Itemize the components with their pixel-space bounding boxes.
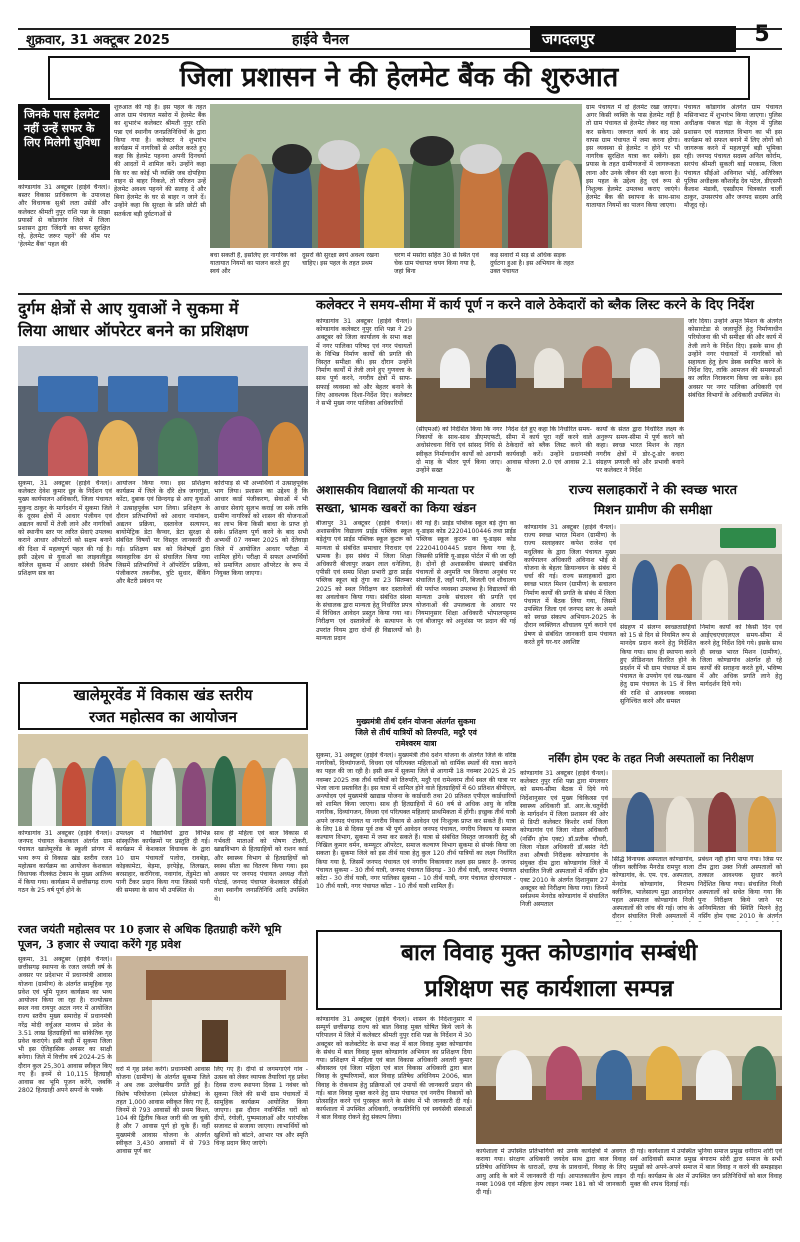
rajya-col2: संग्रहण में संलग्न स्वच्छताग्रहियों को 15 से दिन से नियमित रूप से मानदेय प्रदान करने हेतु निर्देशित किया गया। साथ ही स्थापना करने हुए प्रीडिशनल वितरित होने के प्रदर्शन में भी ग्राम पंचायत में ग्राम पंचायत के उपयोग एवं रख-रखाव हेतु ग्राम पंचायत के 15 वें वित्त की राशि से आवश्यक व्यवस्था सुनिश्चित करने और समस्त [620, 624, 696, 705]
khalemure-headline-1: खालेमूरवेंड में विकास खंड स्तरीय [73, 686, 253, 704]
nursing-photo-inspection [612, 770, 782, 852]
header-paper-name: हाईवे चैनल [292, 32, 349, 48]
lead-headline: जिला प्रशासन ने की हेलमेट बैंक की शुरुआत [179, 62, 619, 93]
collector-col1: कोण्डागांव 31 अक्टूबर (हाईवे चैनल)। कोण्डागांव कलेक्टर नुपुर राशि पन्ना ने 29 अक्टूबर को जिला कार्यालय के सभा कक्ष में नगर पालिका परिषद एवं नगर पंचायतों के विभिन्न निर्माण कार्यों की प्रगति की विस्तृत समीक्षा की। इस दौरान उन्होंने निर्माण कार्यों में तेजी लाने हुए गुणवत्ता के साथ पूर्ण करने, नगरीय क्षेत्रों में साफ-सफाई व्यवस्था को और बेहतर बनाने के लिए आवश्यक दिशा-निर्देश दिए। कलेक्टर ने सभी मुख्य नगर पालिका अधिकारियों [316, 318, 412, 408]
sukma-headline-1: दुर्गम क्षेत्रों से आए युवाओं ने सुकमा में [18, 299, 239, 318]
collector-col5: जोर दिया। उन्होंने अमृत मिशन के अंतर्गत कोसारटेडा से जलापूर्ति हेतु निर्माणाधीन परियोजना की भी समीक्षा की और कार्य में तेजी लाने के निर्देश दिए। इसके साथ ही उन्होंने नगर पंचायतों में नागरिकों को सहायता हेतु हेल्प डेस्क स्थापित करने के निर्देश दिए, ताकि आमजन की समस्याओं का त्वरित निराकरण किया जा सके। इस अवसर पर नगर पालिका अधिकारी एवं संबंधित विभागों के अधिकारी उपस्थित थे। [688, 318, 782, 399]
nursing-col3: प्रबंधन नहीं होना पाया गया। जिस पर टीम द्वारा उक्त निजी अस्पतालों को तत्काल आवश्यक सुधार करने निर्देशित किया गया। संचालित निजी अस्पतालों को सचेत किया गया कि पुनः निरीक्षण किये जाने पर अनियमितता की स्थिति मिलने हेतु नर्सिंग होम एक्ट 2010 के अंतर्गत [698, 856, 782, 921]
sukma-col2: आयोजन किया गया। इस प्रशिक्षण कार्यक्रम में जिले के दौरे क्षेत्र जगरगुंडा, कोंटा, दुबाक एवं छिन्दगढ़ से आए युवाओं ने उत्साहपूर्वक भाग लिया। प्रशिक्षण के दौरान प्रतिभागियों को आधार नामांकन, अद्यतन प्रक्रिया, दस्तावेज सत्यापन, बायोमेट्रिक डेटा कैप्चर, डेटा सुरक्षा से संबंधित विषयों पर विस्तृत जानकारी दी गई। प्रशिक्षण सत्र को विशेषज्ञों द्वारा व्यावहारिक ढंग से संचालित किया गया जिसमें प्रतिभागियों ने ऑपरेटिंग प्रक्रिया, पंजीकरण तकनीक, त्रुटि सुधार, बैंकिंग और बैटरी प्रबंधन पर [116, 480, 210, 586]
khalemure-headline-2: रजत महोत्सव का आयोजन [89, 708, 237, 726]
balvivah-headline-1: बाल विवाह मुक्त कोण्डागांव सम्बंधी [400, 939, 698, 966]
collector-headline: कलेक्टर ने समय-सीमा में कार्य पूर्ण न करने वाले ठेकेदारों को ब्लैक लिस्ट करने के दिए निर्देश [316, 298, 754, 313]
rajat-headline: रजत जयंती महोत्सव पर 10 हजार से अधिक हितग्राही करेंगे भूमि पूजन, 3 हजार से ज्यादा करेंगे गृह प्रवेश [18, 923, 282, 951]
ramesh-headline-1: मुख्यमंत्री तीर्थ दर्शन योजना अंतर्गत सुकमा [356, 717, 476, 726]
ashaskiya-col2: की गई है। प्राईड पब्लिक स्कूल बड़े तुंगा का यू-डाइस कोड 22204100446 तथा प्राईड पब्लिक स्कूल कुटरू का यू-डाइस कोड 22204100445 प्रदान किया गया है, जिसकी प्रविष्टि यू-डाइस पोर्टल में की जा रही है। दोनों ही अशासकीय संस्थाएं संबंधित पंचायतों से अनुमति पत्र किराया अनुबंध पर संचालित हैं, जहाँ पानी, बिजली एवं शौचालय की पर्याप्त व्यवस्था उपलब्ध है। विद्यालयों की मान्यता उनके संचालन की प्रगति एवं योजनाओं की उपलब्धता के आधार पर नियमानुसार शिक्षा अधिकारी भोपालपट्टनम एवं बीजापुर को अनुशंसा पर प्रदान की गई है। [416, 520, 516, 634]
rajya-col3: निर्माण कार्यों को किसी दिन एवं आईएचएचएलएल समय-सीमा में करने हेतु निर्देश दिये गये। इसके साथ ही स्वच्छ भारत मिशन (ग्रामीण), जिला कोण्डागांव अंतर्गत हो रहे कार्यों की सराहना करते हुये, भविष्य में और अधिक प्रगति लाने हेतु मार्गदर्शन दिये गये। [700, 624, 782, 689]
lead-col5: पंचायत कोंडागांव अंतर्गत ग्राम पंचायत मसिनाभाट में शुभारंभ किया जाएगा। पुलिस अधीक्षक पंकज चंद्रा के नेतृत्व में पुलिस प्रशासन एवं यातायात विभाग का भी इस कार्यक्रम को सफल बनाने में लिए लोगों को जागरूक करने में महत्वपूर्ण बड़ी भूमिका रही। जनपद पंचायत सदस्य अनिल कोर्राम, सरपंच श्रीमती सुकली बाई मरकाम, जिला पंचायत सीईओ अविनाश भोई, अतिरिक्त पुलिस अधीक्षक कौशलेंद्र देव पटेल, डीएसपी कैलाश मंडावी, एसडीएम चित्रकांत चार्ली ठाकुर, उपसरपंच और जनपद सदस्य आदि मौजूद रहे। [684, 104, 782, 210]
balvivah-headline-box [316, 930, 782, 1010]
header-city: जगदलपुर [530, 26, 736, 52]
sukma-col1: सुकमा, 31 अक्टूबर (हाईवे चैनल)। कलेक्टर देवेश कुमार ध्रुव के निर्देशन एवं मुख्य कार्यपालन अधिकारी, जिला पंचायत मुकुन्द ठाकुर के मार्गदर्शन में सुकमा जिले के दूरस्थ क्षेत्रों में आधार पंजीयन एवं अद्यतन कार्यों में तेजी लाने और नागरिकों को स्थानीय स्तर पर त्वरित सेवाएं उपलब्ध कराने आधार ऑपरेटरों को सक्षम बनाने की दिशा में महत्वपूर्ण पहल की गई है। इसी उद्देश्य से युवाओं का लाइवलीहुड कॉलेज सुकमा में आधार संबंधी विशेष प्रशिक्षण सत्र का [18, 480, 112, 578]
rajat-photo-house [116, 956, 308, 1062]
lead-caption1: बचा सकती है, इसलिए हर नागरिक को यातायात नियमों का पालन करते हुए स्वयं और [210, 252, 297, 276]
balvivah-headline-2: प्रशिक्षण सह कार्यशाला सम्पन्न [424, 975, 674, 1002]
khalemure-headline-box [18, 682, 308, 730]
rajat-col2: घरों में गृह प्रवेश करेंगे। प्रधानमंत्री आवास योजना (ग्रामीण) के अंतर्गत सुकमा जिले ने अब तक उल्लेखनीय प्रगति हुई है। विशेष परियोजना (स्पेशल प्रोजेक्ट) के तहत 1,000 आवास स्वीकृत किए गए हैं, जिनमें से 793 आवासों की प्रथम किश्त, 104 की द्वितीय किश्त जारी की जा चुकी है और 7 आवास पूर्ण हो चुके हैं। वहीं मुख्यमंत्री आवास योजना के अंतर्गत स्वीकृत 3,430 आवासों में से 793 आवास पूर्ण कर [116, 1066, 210, 1156]
rajat-col3: लिए गए हैं। दीपों से जगमगाएंगे गांव - उत्सव को लेकर व्यापक तैयारियां गृह प्रवेश दिवस राज्य स्थापना दिवस 1 नवंबर को सुकमा जिले की सभी ग्राम पंचायतों में सामूहिक कार्यक्रम आयोजित किया जाएगा। इस दौरान नवनिर्मित घरों को दीपों, रंगोली, पुष्पमालाओं और पारंपरिक सजावट से सजाया जाएगा। लाभार्थियों को खुशियों को बांटने, आभार पत्र और स्मृति चिन्ह प्रदान किए जाएंगे। [214, 1066, 308, 1147]
rajya-col1: कोण्डागांव 31 अक्टूबर (हाईवे चैनल)। राज्य स्वच्छ भारत मिशन (ग्रामीण) के राज्य सलाहकार कपेश राजेश एवं मधुलिका के द्वारा जिला पंचायत मुख्य कार्यपालन अधिकारी अविनाश भोई से योजना के बेहतर क्रियान्वयन के संबंध में चर्चा की गई। राज्य सलाहकारों द्वारा स्वच्छ भारत मिशन (ग्रामीण) के सचालन निर्माण कार्यों की प्रगति के संबंध में जिला पंचायत में बैठक लिया गया, जिसमें उपस्थित जिला एवं जनपद स्तर के अमले को स्वच्छ संकल्प अभियान-2025 के दौरान व्यक्तिगत शौचालय पूर्ण कराने एवं प्रेषण से संबंधित जानकारी ग्राम पंचायत करते हुये घर-घर अवशिष्ट [524, 524, 616, 646]
ashaskiya-headline-2: सख्ता, भ्रामक खबरों का किया खंडन [316, 501, 477, 515]
lead-caption4: कड़ सवारों में सड़ से अधिक सड़क दुर्घटना हुआ है। इस अभियान के तहत उक्त पंचायत [490, 252, 574, 276]
collector-col4: कार्यों के संतत द्वारा निर्धारित लक्ष्य के अनुरूप समय-सीमा में पूर्ण करने को कहा। स्वच्छ भारत मिशन के तहत नगरीय क्षेत्रों में डोर-टू-डोर कचरा संग्रहण प्रणाली को और प्रभावी बनाने पर कलेक्टर ने निर्देश [596, 426, 684, 475]
lead-col1: कोण्डागांव 31 अक्टूबर (हाईवे चैनल)। बस्तर विकास प्राधिकरण के उपाध्यक्ष और विधायक सुश्री लता उसेंडी और कलेक्टर श्रीमती नुपुर राशि पन्ना के साझा प्रयासों से कोंडागांव जिले में जिला प्रशासन द्वारा 'जिंदगी का सफर सुरक्षित रहे, हेलमेट जरूर पहनें' की थीम पर 'हेलमेट बैंक' पहल की [18, 184, 110, 249]
collector-photo-meeting [416, 318, 684, 422]
collector-col2: (सीएमओ) को निर्देशित किया कि नगर निकायों के साथ-साथ डीएमएफटी, अधोसंरचना विधि एवं सांसद निधि से स्वीकृत निर्माणाधीन कार्यों को आगामी दो माह के भीतर पूर्ण किया जाए। उन्होंने सख्त [416, 426, 502, 475]
header-page-number: 5 [754, 22, 770, 47]
balvivah-col2: कार्यशाला में उपस्थित प्रतिभागियों को उनके कार्यक्षेत्रों में अवगत कराया गया। संरक्षण अधिकारी जयदेव साथ द्वारा बाल विवाह प्रतिषेध अधिनियम के धाराओं, दण्ड के प्रावधानों, विवाह के लिए आयु आदि के बारे में जानकारी दी गई। आपातकालीन हेल्प लाइन नम्बर 1098 एवं महिला हेल्प लाइन नम्बर 181 को भी जानकारी दी गई। [476, 1148, 626, 1197]
sukma-col3: कोरोपाड़ से भी अभ्यर्थियों ने उत्साहपूर्वक भाग लिया। प्रशासन का उद्देश्य है कि आधार कार्ड पंजीकरण, सेवाओं में भी आधार सेवाएं सुलभ कराई जा सकें ताकि ग्रामीण नागरिकों को शासन की योजनाओं का लाभ बिना किसी बाधा के प्राप्त हो सके। प्रशिक्षण पूर्ण करने के बाद सभी अभ्यर्थी 07 नवम्बर 2025 को देंतेवाड़ा जिले में आयोजित आधार परीक्षा में शामिल होंगे। परीक्षा में सफल अभ्यर्थियों को प्रमाणित आधार ऑपरेटर के रूप में नियुक्त किया जाएगा। [214, 480, 308, 578]
ashaskiya-col1: बीजापुर 31 अक्टूबर (हाईवे चैनल)। अशासकीय विद्यालय प्राईड पब्लिक स्कूल बड़ेतुंगा एवं प्राईड पब्लिक स्कूल कुटरू को मान्यता से संबंधित समाचार निराधार एवं भ्रामक है। इस संबंध में जिला शिक्षा अधिकारी बीजापुर लखन लाल धनेलिया, एपीसी एवं समग्र शिक्षा प्रभारी द्वारा प्राईड पब्लिक स्कूल बड़े तुंगा का 23 सितम्बर 2025 को स्थल निरीक्षण कर दस्तावेजों का अवलोकन किया गया। संबंधित संस्था के संचालक द्वारा मान्यता हेतु निर्धारित प्रपत्र में विधिवत आवेदन प्रस्तुत किया गया था। निरीक्षण एवं दस्तावेजों के सत्यापन के उपरांत नियम द्वारा दोनों ही विद्यालयों को मान्यता प्रदान [316, 520, 412, 642]
khalemure-photo-event [18, 734, 308, 826]
ramesh-body: सुकमा, 31 अक्टूबर (हाईवे चैनल)। मुख्यमंत्री तीर्थ दर्शन योजना के अंतर्गत जिले के वरिष्ठ नागरिकों, दिव्यांगजनों, विधवा एवं परित्यक्त महिलाओं को धार्मिक स्थलों की यात्रा कराने का पहल की जा रही है। इसी क्रम में सुकमा जिले से आगामी 18 नवम्बर 2025 से 25 नवम्बर 2025 तक तीर्थ यात्रियों को तिरुपति, मदुरै एवं रामेश्वरम तीर्थ स्थल की यात्रा पर भेजा जाना प्रस्तावित है। इस यात्रा में शामिल होने वाले हितग्राहियों में 60 प्रतिशत बीपीएल, अन्त्योदय एवं मुख्यमंत्री खाद्यान्न योजना के कार्डधारी तथा 20 प्रतिशत एपीएल कार्डधारियों को शामिल किया जाएगा। साथ ही हितग्राहियों में 60 वर्ष से अधिक आयु के वरिष्ठ नागरिक, दिव्यांगजन, विधवा एवं परित्यक्त महिलाएं प्राथमिकता में होंगी। इच्छुक तीर्थ यात्री अपने जनपद पंचायत या नगरीय निकाय से आवेदन एवं निःशुल्क प्राप्त कर सकते हैं। यात्रा के लिए 18 से दिवस पूर्व तक भी पूर्ण आवेदन जनपद पंचायत, नगरीय निकाय या समाज कल्याण विभाग, सुकमा में जमा कर सकते हैं। यात्रा से संबंधित विस्तृत जानकारी हेतु श्री निखिल कुमार वर्मन, कम्प्यूटर ऑपरेटर, समाज कल्याण विभाग सुकमा से संपर्क किया जा सकता है। सुकमा जिले को इस तीर्थ यात्रा हेतु कुल 120 तीर्थ यात्रियों का लक्ष्य निर्धारित किया गया है, जिसमें जनपद पंचायत एवं नगरीय निकायवार लक्ष्य इस प्रकार है- जनपद पंचायत सुकमा - 30 तीर्थ यात्री, जनपद पंचायत छिंदगढ़ - 30 तीर्थ यात्री, जनपद पंचायत कोंटा - 30 तीर्थ यात्री, नगर पालिका सुकमा - 10 तीर्थ यात्री, नगर पंचायत दोरनापाल - 10 तीर्थ यात्री, नगर पंचायत कोंटा - 10 तीर्थ यात्री शामिल हैं। [316, 752, 516, 891]
rajat-col1: सुकमा, 31 अक्टूबर (हाईवे चैनल)। छत्तीसगढ़ स्थापना के रजत जयंती वर्ष के अवसर पर प्रदेशभर में प्रधानमंत्री आवास योजना (ग्रामीण) के अंतर्गत सामूहिक गृह प्रवेश एवं भूमि पूजन कार्यक्रम का भव्य आयोजन किया जा रहा है। राज्योत्सव स्थल नवा रायपुर अटल नगर में आयोजित राज्य स्तरीय मुख्य समारोह में प्रधानमंत्री नरेंद्र मोदी वर्चुअल माध्यम से प्रदेश के 3.51 लाख हितग्राहियों का सांकेतिक गृह प्रवेश कराएंगे। इसी कड़ी में सुकमा जिला भी इस ऐतिहासिक अवसर का साक्षी बनेगा। जिले में वित्तीय वर्ष 2024-25 के दौरान कुल 25,301 आवास स्वीकृत किए गए हैं। इनमें से 10,115 हितग्राही आवास का भूमि पूजन करेंगे, जबकि 2802 हितग्राही अपने सपनों के पक्के [18, 956, 112, 1095]
balvivah-photo-workshop [476, 1016, 782, 1144]
balvivah-col1: कोण्डागांव 31 अक्टूबर (हाईवे चैनल)। शासन के निर्देशानुसार में सम्पूर्ण छत्तीसगढ़ राज्य को बाल विवाह मुक्त घोषित किये जाने के परिपालन में जिले में कलेक्टर श्रीमती नुपुर राशि पन्ना के निर्देशन में 30 अक्टूबर को कलेक्टोरेट के सभा कक्ष में बाल विवाह मुक्त कोण्डागांव के संबंध में बाल विवाह मुक्त कोण्डागांव अभियान का प्रशिक्षण दिया गया। प्रशिक्षण में महिला एवं बाल विकास अधिकारी अवतरी कुमार श्रीवास्तव एवं जिला महिला एवं बाल विकास अधिकारी द्वारा बाल विवाह के दुष्परिणामों, बाल विवाह प्रतिषेध अधिनियम 2006, बाल विवाह के रोकथाम हेतु प्रक्रियाओं एवं उपायों की जानकारी प्रदान की गई। बाल विवाह मुक्त करने हेतु ग्राम पंचायत एवं नगरीय निकायों को प्रोत्साहित करने एवं पुरस्कृत करने के संबंध में भी जानकारी दी गई। कार्यशाला में उपस्थित अधिकारी, जनप्रतिनिधि एवं स्वयंसेवी संस्थाओं ने बाल विवाह रोकने हेतु संकल्प लिया। [316, 1016, 472, 1122]
rajya-photo-meeting [620, 524, 782, 620]
khalemure-col1: कोण्डागांव 31 अक्टूबर (हाईवे चैनल)। जनपद पंचायत केशकाल अंतर्गत ग्राम पंचायत खालेमूरवेंड के स्कूली प्रांगण में भव्य रूप से विकास खंड स्तरीय रजत महोत्सव कार्यक्रम का आयोजन केशकाल विधायक नीलकंठ टेकाम के मुख्य आतिथ्य में किया गया। कार्यक्रम में छत्तीसगढ़ राज्य गठन के 25 वर्ष पूर्ण होने के [18, 830, 112, 895]
sukma-photo-training [18, 346, 308, 476]
divider [18, 293, 782, 295]
khalemure-col2: उपलक्ष्य में विद्यार्थियों द्वारा विभिन्न सांस्कृतिक कार्यक्रमों पर प्रस्तुति दी गई। कार्यक्रम में केशकाल विधायक के द्वारा 10 ग्राम पंचायतों पलोरा, रावबेड़ा, कोइकामेटा, बेड़मा, इरपेड़ेह, तिलखत, बरसाहार, करंगिरवा, नवागांव, तेंडुमेटा को पानी टैंकर प्रदान किया गया जिससे पानी की समस्या के साथ भी उपस्थित थे। [116, 830, 210, 895]
nursing-col2: सिद्धि विनायक अस्पताल कोण्डागांव, जीवन क्लीनिक मैनरोड रामपुर वाला कोण्डागांव, के. एम. एच. अस्पताल, मेनरोड कोण्डागांव, निरामय क्लीनिक, भालेसाल्य मुद्रा आदानोदर पहल अस्पताल कोण्डागांव निजी अस्पतालों की जांच की गई। जांच के दौरान संचालित निजी अस्पतालों में [612, 856, 694, 921]
lead-caption3: चरण में मसोरा सहित 30 से स्थित एवं चेक ग्राम पंचायत चयन किया गया है, जहां बिना [394, 252, 479, 276]
lead-caption2: दूसरों की सुरक्षा स्वयं अवश्य रखना चाहिए। इस पहल के तहत प्रथम [302, 252, 379, 268]
lead-photo-helmet-bank [210, 104, 582, 248]
sukma-headline-2: लिया आधार ऑपरेटर बनने का प्रशिक्षण [18, 321, 249, 340]
rajya-headline-1: राज्य सलाहकारों ने की स्वच्छ भारत [568, 483, 738, 498]
lead-col4: ग्राम पंचायत में दो हेलमेट रखा जाएगा। अगर किसी व्यक्ति के पास हेलमेट नहीं है तो ग्राम पंचायत से हेलमेट लेकर वह यात्रा कर सकेगा। जरूरत कार्य के बाद उसे वापस ग्राम पंचायत में जमा करना होगा। इस व्यवस्था से हेलमेट न होने पर भी नागरिक सुरक्षित यात्रा कर सकेंगे। इस प्रयास के तहत ग्रामीणजनों में जागरूकता लाना और उनके जीवन की रक्षा करना है। इस पहल के उद्देश्य हेतु एवं रूप से निशुल्क हेलमेट उपलब्ध कराए जाएंगे। हेलमेट बैंक की स्थापना के साथ-साथ यातायात नियमों का पालन किया जाएगा। [586, 104, 680, 210]
lead-sidebox: जिनके पास हेलमेट नहीं उन्हें सफर के लिए मिलेगी सुविधा [18, 104, 110, 180]
nursing-headline: नर्सिंग होम एक्ट के तहत निजी अस्पतालों का निरीक्षण [548, 753, 754, 765]
header-date: शुक्रवार, 31 अक्टूबर 2025 [26, 33, 170, 48]
nursing-col1: कोण्डागांव 31 अक्टूबर (हाईवे चैनल)। कलेक्टर नुपुर राशि पन्ना द्वारा मंगलवार को समय-सीमा बैठक में दिये गये निर्देशानुसार एवं मुख्य चिकित्सा एवं स्वास्थ्य अधिकारी डॉ. आर.के.चतुर्वेदी के मार्गदर्शन में जिला प्रशासन की ओर से डिप्टी कलेक्टर किशोर शर्मा जिला कोण्डागांव एवं जिला नोडल अधिकारी (नर्सिंग होम एक्ट) डॉ.प्रतीक चौधरी, जिला नोडल अधिकारी डॉ.बसंत नेटी तथा औषधी निरीक्षक कोण्डागांव के संयुक्त दीम द्वारा कोण्डागांव जिले में संचालित निजी अस्पतालों में नर्सिंग होम एक्ट 2010 के अंतर्गत दिशानुसार 27 अक्टूबर को निरीक्षण किया गया। जिनमें सर्वप्रथम मेनरोड कोण्डागांव में संचालित निजी अस्पताल [520, 770, 608, 909]
page-header [0, 0, 800, 52]
collector-col3: निर्देश देते हुए कहा कि निर्धारित समय-सीमा में कार्य पूरा नहीं करने वाले ठेकेदारों को ब्लैक लिस्ट करने की कार्यवाही करें। उन्होंने प्रधानमंत्री आवास योजना 2.0 एवं आवास 2.1 के [506, 426, 592, 475]
rajya-headline-2: मिशन ग्रामीण की समीक्षा [594, 503, 712, 518]
ramesh-headline-2: जिले से तीर्थ यात्रियों को तिरुपति, मदुरै एवं [355, 728, 477, 737]
khalemure-col3: साथ ही महिला एवं बाल विकास से गर्भवती माताओं को पोषण टोकरी, खाद्यविभाग से हितग्राहियों को राशन कार्ड और स्वास्थ्य विभाग से हितग्राहियों को स्वस्थ सीता का वितरण किया गया। इस अवसर पर जनपद पंचायत अध्यक्ष नीतो पोटाई, जनपद पंचायत केशकाल सीईओ तथा स्थानीय जनप्रतिनिधि आदि उपस्थित थे। [214, 830, 308, 903]
lead-headline-box [48, 56, 750, 100]
balvivah-col3: दी गई। कार्यशाला में उपस्थित भुनिया समाज प्रमुख धनीराम शोरी एवं सर्व आदिवासी समाज प्रमुख बंगाराम सोरी द्वारा समाज के सभी प्रमुखों को अपने-अपने समाज में बाल विवाह न करने की समझाइश दी गई। कार्यक्रम के अंत में उपस्थित जन प्रतिनिधियों को बाल विवाह मुक्त की शपथ दिलाई गई। [630, 1148, 782, 1188]
ashaskiya-headline-1: अशासकीय विद्यालयों की मान्यता पर [316, 483, 474, 497]
lead-col2: शुरुआत की गई है। इस पहल के तहत आज ग्राम पंचायत मसोरा में हेलमेट बैंक का शुभारंभ कलेक्टर श्रीमती नुपुर राशि पन्ना एवं स्थानीय जनप्रतिनिधियों के द्वारा किया गया है। कलेक्टर ने शुभारंभ कार्यक्रम में नागरिकों से अपील करते हुए कहा कि हेलमेट पहनना अपनी दिनचर्या की आदतों में शामिल करें। उन्होंने कहा कि घर का कोई भी व्यक्ति जब दोपहिया वाहन से बाहर निकले, तो परिजन उन्हें हेलमेट अवश्य पहनने की सलाह दें और बिना हेलमेट के घर से बाहर न जाने दें। उन्होंने कहा कि सुरक्षा के प्रति छोटी सी सतर्कता बड़ी दुर्घटनाओं से [114, 104, 206, 218]
ramesh-headline-3: रामेश्वरम यात्रा [395, 739, 437, 748]
